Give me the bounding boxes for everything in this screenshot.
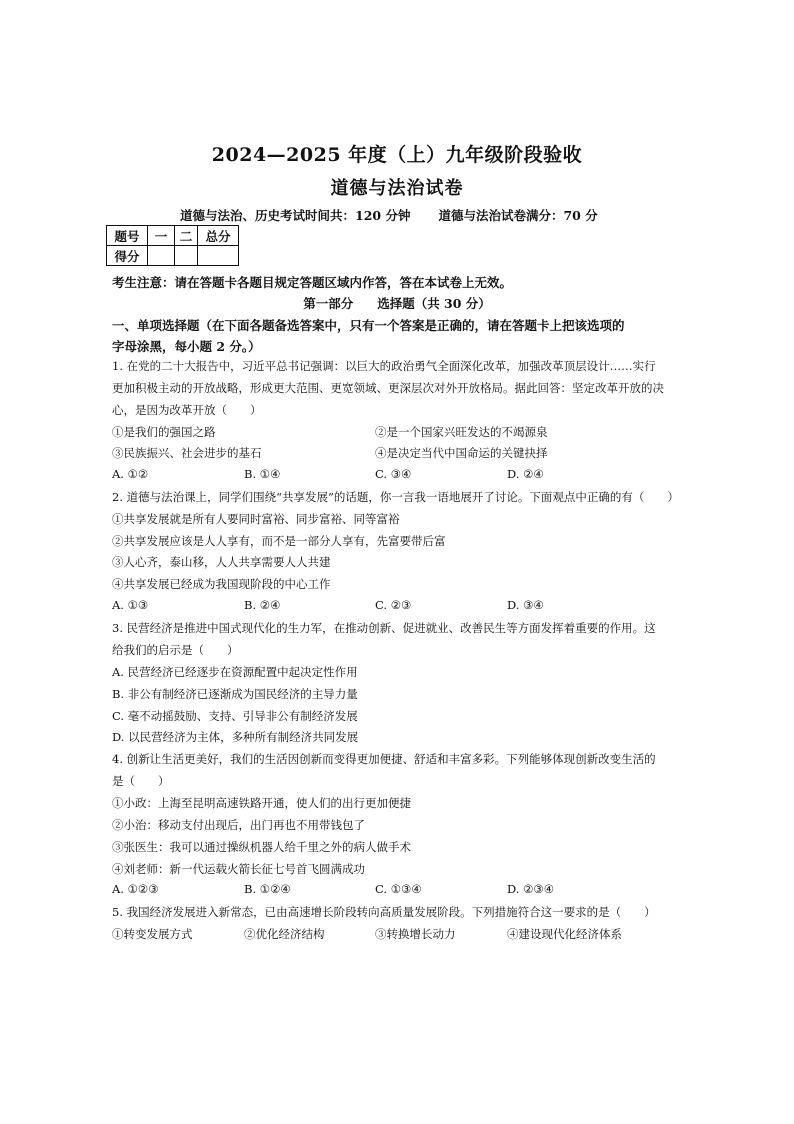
- score-table-header: 一: [148, 226, 175, 246]
- score-table-label: 得分: [107, 246, 148, 266]
- section-heading: [112, 315, 625, 357]
- statement-item: ①是我们的强国之路: [112, 425, 216, 439]
- answer-choice: C. ①③④: [375, 882, 422, 896]
- score-table-header: 题号: [107, 226, 148, 246]
- statement-item: ②小治：移动支付出现后，出门再也不用带钱包了: [112, 818, 365, 832]
- question-1-stem: 1. 在党的二十大报告中，习近平总书记强调：以巨大的政治勇气全面深化改革，加强改革顶层设计……实行: [112, 359, 656, 373]
- score-table: [106, 225, 239, 266]
- answer-choice: A. ①③: [112, 598, 149, 612]
- question-1-stem: 心，是因为改革开放（ ）: [112, 403, 262, 417]
- answer-choice: D. ②③④: [507, 882, 555, 896]
- question-4-stem: 是（ ）: [112, 774, 170, 788]
- answer-choice: A. ①②: [112, 467, 149, 481]
- statement-item: ③转换增长动力: [375, 927, 456, 941]
- score-cell: [148, 246, 175, 266]
- statement-item: ④刘老师：新一代运载火箭长征七号首飞圆满成功: [112, 862, 365, 876]
- answer-choice: B. ①④: [244, 467, 281, 481]
- statement-item: ④是决定当代中国命运的关键抉择: [375, 446, 548, 460]
- exam-subtitle: 道德与法治试卷: [330, 178, 464, 199]
- part-heading: 第一部分 选择题（共 30 分）: [303, 296, 491, 311]
- answer-choice: C. ③④: [375, 467, 412, 481]
- exam-notice: 考生注意：请在答题卡各题目规定答题区域内作答，答在本试卷上无效。: [112, 275, 513, 290]
- score-cell: [198, 246, 239, 266]
- statement-item: ①小政：上海至昆明高速铁路开通，使人们的出行更加便捷: [112, 796, 411, 810]
- score-cell: [175, 246, 198, 266]
- question-3-stem: 3. 民营经济是推进中国式现代化的生力军，在推动创新、促进就业、改善民生等方面发挥着重要的作用。这: [112, 621, 656, 635]
- statement-item: ①转变发展方式: [112, 927, 193, 941]
- section-heading-line: 一、单项选择题（在下面各题备选答案中，只有一个答案是正确的，请在答题卡上把该选项的: [112, 318, 625, 333]
- statement-item: ②是一个国家兴旺发达的不竭源泉: [375, 425, 548, 439]
- answer-choice: B. 非公有制经济已逐渐成为国民经济的主导力量: [112, 687, 358, 701]
- statement-item: ③民族振兴、社会进步的基石: [112, 446, 262, 460]
- question-1-stem: 更加积极主动的开放战略，形成更大范围、更宽领域、更深层次对外开放格局。据此回答：坚定改革开放的决: [112, 381, 664, 395]
- question-4-stem: 4. 创新让生活更美好，我们的生活因创新而变得更加便捷、舒适和丰富多彩。下列能够体现创新改变生活的: [112, 752, 656, 766]
- score-table-header: 总分: [198, 226, 239, 246]
- answer-choice: A. 民营经济已经逐步在资源配置中起决定性作用: [112, 665, 358, 679]
- answer-choice: B. ②④: [244, 598, 281, 612]
- section-heading-line: 字母涂黑，每小题 2 分。）: [112, 339, 261, 354]
- answer-choice: D. 以民营经济为主体，多种所有制经济共同发展: [112, 730, 359, 744]
- statement-item: ④建设现代化经济体系: [507, 927, 622, 941]
- answer-choice: C. ②③: [375, 598, 412, 612]
- exam-meta: [180, 206, 598, 224]
- question-2-stem: 2. 道德与法治课上，同学们围绕“共享发展”的话题，你一言我一语地展开了讨论。下面观点中正确的有（ ）: [112, 490, 679, 504]
- answer-choice: D. ③④: [507, 598, 544, 612]
- exam-title: 2024—2025 年度（上）九年级阶段验收: [211, 144, 583, 166]
- statement-item: ④共享发展已经成为我国现阶段的中心工作: [112, 577, 331, 591]
- exam-time: 道德与法治、历史考试时间共：120 分钟: [180, 208, 411, 223]
- score-table-header: 二: [175, 226, 198, 246]
- answer-choice: A. ①②③: [112, 882, 159, 896]
- statement-item: ②优化经济结构: [244, 927, 325, 941]
- full-score: 道德与法治试卷满分：70 分: [438, 208, 598, 223]
- answer-choice: D. ②④: [507, 467, 544, 481]
- question-3-stem: 给我们的启示是（ ）: [112, 643, 239, 657]
- answer-choice: B. ①②④: [244, 882, 291, 896]
- statement-item: ②共享发展应该是人人享有，而不是一部分人享有，先富要带后富: [112, 534, 446, 548]
- statement-item: ③人心齐，泰山移，人人共享需要人人共建: [112, 555, 331, 569]
- statement-item: ③张医生：我可以通过操纵机器人给千里之外的病人做手术: [112, 840, 411, 854]
- statement-item: ①共享发展就是所有人要同时富裕、同步富裕、同等富裕: [112, 512, 400, 526]
- answer-choice: C. 毫不动摇鼓励、支持、引导非公有制经济发展: [112, 709, 358, 723]
- question-5-stem: 5. 我国经济发展进入新常态，已由高速增长阶段转向高质量发展阶段。下列措施符合这一要求的是（ ）: [112, 905, 656, 919]
